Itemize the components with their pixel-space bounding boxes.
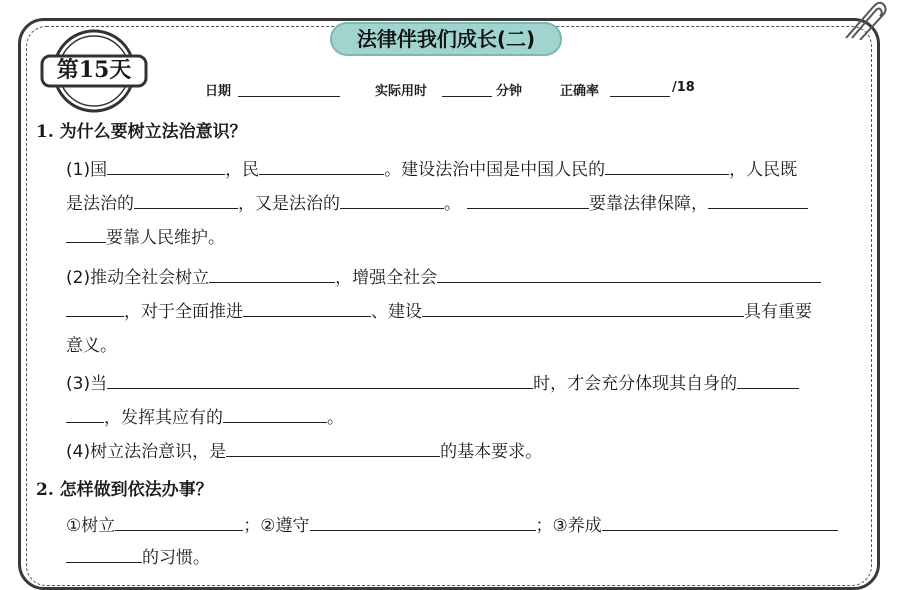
blank-field[interactable] — [66, 296, 124, 317]
q1-p2-line3: 意义。 — [66, 336, 117, 356]
blank-field[interactable] — [310, 510, 536, 531]
page-title: 法律伴我们成长(二) — [330, 22, 562, 56]
blank-field[interactable] — [340, 188, 444, 209]
date-field[interactable] — [238, 80, 340, 101]
accuracy-total: /18 — [672, 80, 695, 95]
day-label: 第15天 — [56, 57, 132, 83]
blank-field[interactable] — [223, 402, 327, 423]
blank-field[interactable] — [422, 296, 744, 317]
blank-field[interactable] — [66, 222, 106, 243]
q1-p4-line1: (4)树立法治意识，是 的基本要求。 — [66, 436, 866, 468]
blank-field[interactable] — [107, 368, 533, 389]
blank-field[interactable] — [737, 368, 799, 389]
accuracy-field[interactable] — [610, 80, 670, 101]
q1-p3-line1: (3)当 时，才会充分体现其自身的 — [66, 368, 866, 400]
q1-p3-line2: ，发挥其应有的 。 — [66, 402, 866, 434]
blank-field[interactable] — [259, 154, 384, 175]
blank-field[interactable] — [605, 154, 729, 175]
paperclip-icon — [838, 0, 888, 40]
time-field[interactable] — [442, 80, 492, 101]
question-2-title: 2. 怎样做到依法办事？ — [36, 480, 213, 500]
blank-field[interactable] — [243, 296, 371, 317]
blank-field[interactable] — [226, 436, 440, 457]
question-1-title: 1. 为什么要树立法治意识？ — [36, 122, 247, 142]
blank-field[interactable] — [134, 188, 238, 209]
date-label: 日期 — [205, 84, 232, 99]
meta-row — [0, 80, 900, 100]
blank-field[interactable] — [602, 510, 838, 531]
time-label: 实际用时 — [375, 84, 428, 99]
blank-field[interactable] — [107, 154, 225, 175]
blank-field[interactable] — [708, 188, 808, 209]
q1-p1-line2: 是法治的 ，又是法治的 。 要靠法律保障， — [66, 188, 866, 220]
blank-field[interactable] — [467, 188, 589, 209]
q1-p1-line1: (1)国 ，民 。建设法治中国是中国人民的 ，人民既 — [66, 154, 866, 186]
q2-line1: ①树立 ；②遵守 ；③养成 — [66, 510, 866, 542]
q2-line2: 的习惯。 — [66, 542, 866, 574]
blank-field[interactable] — [66, 402, 104, 423]
time-unit: 分钟 — [496, 84, 523, 99]
q1-p2-line1: (2)推动全社会树立 ，增强全社会 — [66, 262, 866, 294]
q1-p2-line2: ，对于全面推进 、建设 具有重要 — [66, 296, 866, 328]
blank-field[interactable] — [115, 510, 243, 531]
blank-field[interactable] — [209, 262, 335, 283]
q1-p1-line3: 要靠人民维护。 — [66, 222, 866, 254]
accuracy-label: 正确率 — [560, 84, 600, 99]
blank-field[interactable] — [66, 542, 142, 563]
blank-field[interactable] — [437, 262, 821, 283]
